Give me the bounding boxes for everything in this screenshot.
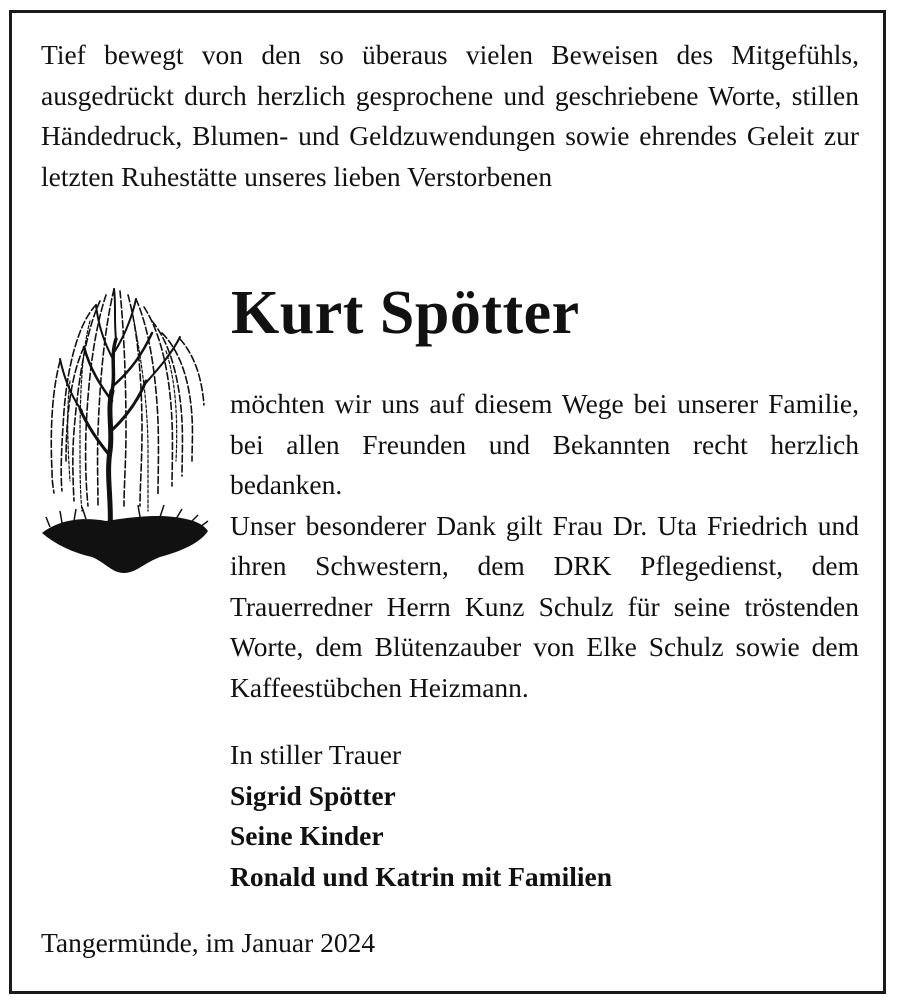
thanks-text: möchten wir uns auf diesem Wege bei unserer Familie, bei allen Freunden und Bekannten recht herzlich bedanken.	[230, 388, 859, 500]
deceased-name: Kurt Spötter	[231, 279, 580, 347]
special-thanks-text: Unser besonderer Dank gilt Frau Dr. Uta Friedrich und ihren Schwestern, dem DRK Pflegedienst, dem Trauerredner Herrn Kunz Schulz für seine tröstenden Worte, dem Blütenzauber von Elke Schulz sowie dem Kaffeestübchen Heizmann.	[230, 509, 859, 703]
mourner-name: Ronald und Katrin mit Familien	[230, 860, 612, 892]
signoff-block	[230, 735, 612, 897]
obituary-notice	[9, 10, 886, 994]
weeping-willow-icon	[40, 281, 210, 581]
place-date: Tangermünde, im Januar 2024	[41, 927, 376, 958]
intro-text: Tief bewegt von den so überaus vielen Beweisen des Mitgefühls, ausgedrückt durch herzlich gesprochene und geschriebene Worte, stillen Händedruck, Blumen- und Geldzuwendungen sowie ehrendes Geleit zur letzten Ruhestätte unseres lieben Verstorbenen	[41, 39, 859, 192]
mourner-name: Seine Kinder	[230, 820, 384, 851]
mourning-label: In stiller Trauer	[230, 739, 402, 770]
thanks-block	[230, 384, 859, 708]
mourner-name: Sigrid Spötter	[230, 779, 396, 811]
